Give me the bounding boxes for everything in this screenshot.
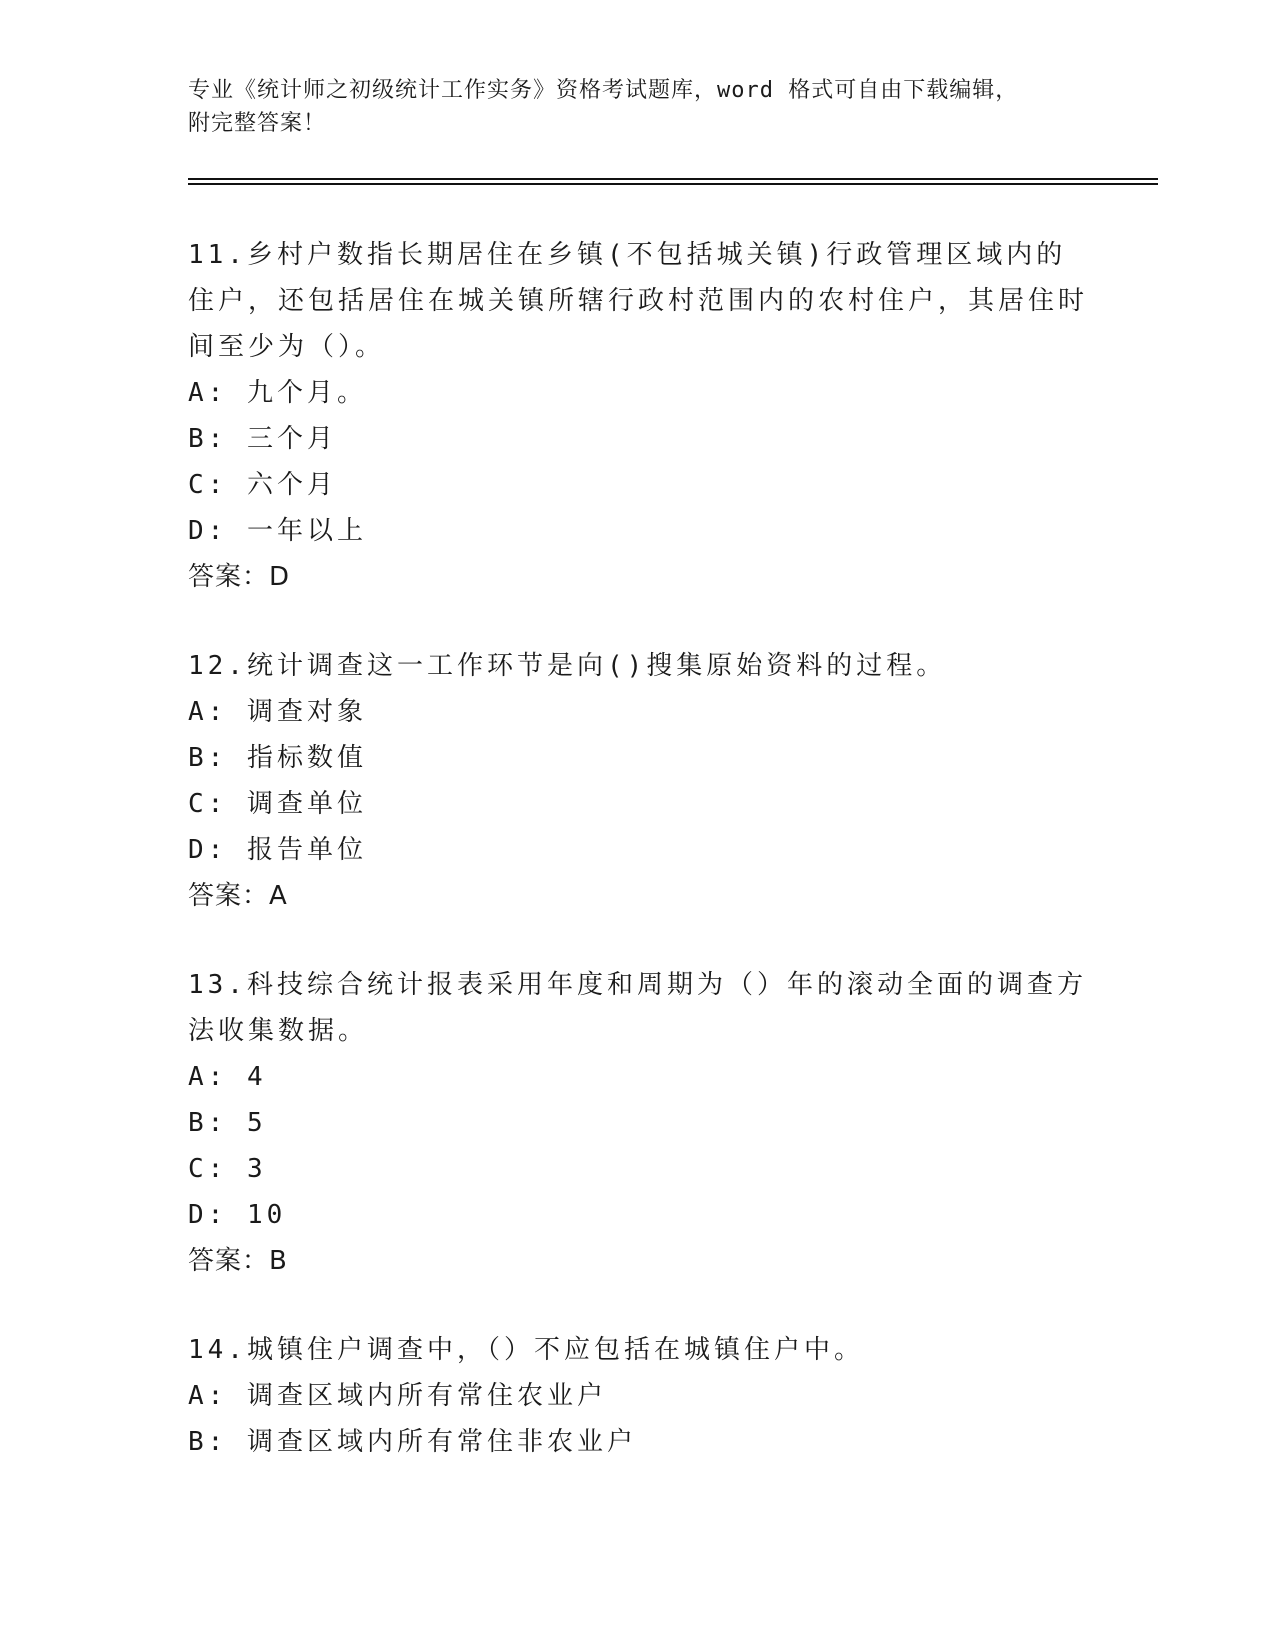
option-b: B: 指标数值 xyxy=(188,743,367,773)
question-14 xyxy=(188,1327,1088,1465)
question-text: 11.乡村户数指长期居住在乡镇(不包括城关镇)行政管理区域内的住户，还包括居住在城关镇所辖行政村范围内的农村住户，其居住时间至少为（）。 xyxy=(188,240,1089,362)
option-b: B: 5 xyxy=(188,1108,267,1138)
option-d: D: 一年以上 xyxy=(188,516,367,546)
header-divider-top xyxy=(188,178,1158,180)
option-b: B: 三个月 xyxy=(188,424,337,454)
question-text: 13.科技综合统计报表采用年度和周期为（）年的滚动全面的调查方法收集数据。 xyxy=(188,970,1087,1046)
option-a: A: 4 xyxy=(188,1062,267,1092)
option-b: B: 调查区域内所有常住非农业户 xyxy=(188,1427,637,1457)
question-list xyxy=(188,232,1088,1508)
question-11 xyxy=(188,232,1088,600)
option-a: A: 调查对象 xyxy=(188,697,367,727)
header-divider-bottom xyxy=(188,183,1158,185)
option-a: A: 调查区域内所有常住农业户 xyxy=(188,1381,607,1411)
header-line-1: 专业《统计师之初级统计工作实务》资格考试题库，word 格式可自由下载编辑， xyxy=(188,78,1019,103)
question-text: 14.城镇住户调查中，（）不应包括在城镇住户中。 xyxy=(188,1335,864,1365)
option-a: A: 九个月。 xyxy=(188,378,367,408)
answer: 答案：D xyxy=(188,562,291,592)
option-d: D: 10 xyxy=(188,1200,287,1230)
option-d: D: 报告单位 xyxy=(188,835,367,865)
header-line-2: 附完整答案！ xyxy=(188,111,327,136)
option-c: C: 3 xyxy=(188,1154,267,1184)
answer: 答案：A xyxy=(188,881,288,911)
question-13 xyxy=(188,962,1088,1284)
option-c: C: 六个月 xyxy=(188,470,337,500)
option-c: C: 调查单位 xyxy=(188,789,367,819)
document-header xyxy=(188,74,1088,140)
question-text: 12.统计调查这一工作环节是向()搜集原始资料的过程。 xyxy=(188,651,947,681)
question-12 xyxy=(188,643,1088,919)
answer: 答案：B xyxy=(188,1246,288,1276)
